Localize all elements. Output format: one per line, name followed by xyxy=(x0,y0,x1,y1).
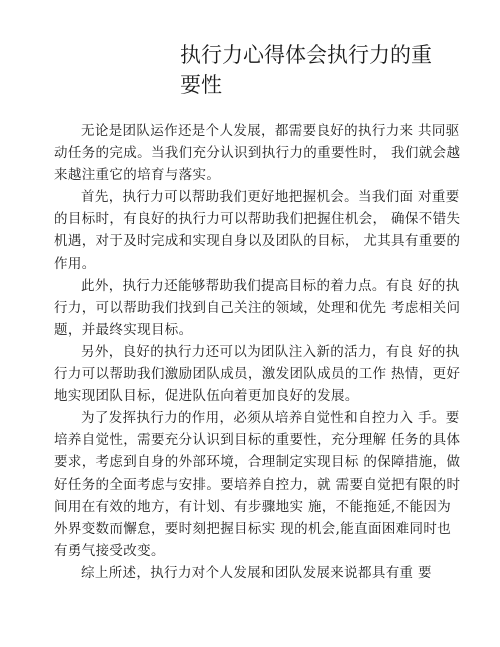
paragraph-2: 首先，执行力可以帮助我们更好地把握机会。当我们面 对重要的目标时，有良好的执行力可以帮助我们把握住机会， 确保不错失机遇，对于及时完成和实现自身以及团队的目标， 尤其具有重要的作用。 xyxy=(54,189,461,272)
paragraph-4: 另外，良好的执行力还可以为团队注入新的活力，有良 好的执行力可以帮助我们激励团队成员，激发团队成员的工作 热情，更好地实现团队目标，促进队伍向着更加良好的发展。 xyxy=(54,343,461,405)
paragraph-5: 为了发挥执行力的作用，必须从培养自觉性和自控力入 手。要培养自觉性，需要充分认识到目标的重要性，充分理解 任务的具体要求，考虑到自身的外部环境，合理制定实现目标 的保障措施，做好任务的全面考虑与安排。要培养自控力，就 需要自觉把有限的时间用在有效的地方，有计划、有步骤地实 施，不能拖延,不能因为外界变数而懈怠，要时刻把握目标实 现的机会,能直面困难同时也有勇气接受改变。 xyxy=(54,410,461,559)
document-title: 执行力心得体会执行力的重要性 xyxy=(180,43,432,97)
paragraph-6: 综上所述，执行力对个人发展和团队发展来说都具有重 要 xyxy=(81,564,432,581)
paragraph-3: 此外，执行力还能够帮助我们提高目标的着力点。有良 好的执行力，可以帮助我们找到自己关注的领域，处理和优先 考虑相关问题，并最终实现目标。 xyxy=(54,277,461,338)
paragraph-1: 无论是团队运作还是个人发展，都需要良好的执行力来 共同驱动任务的完成。当我们充分认识到执行力的重要性时， 我们就会越来越注重它的培育与落实。 xyxy=(54,123,461,184)
document-body xyxy=(54,120,462,584)
